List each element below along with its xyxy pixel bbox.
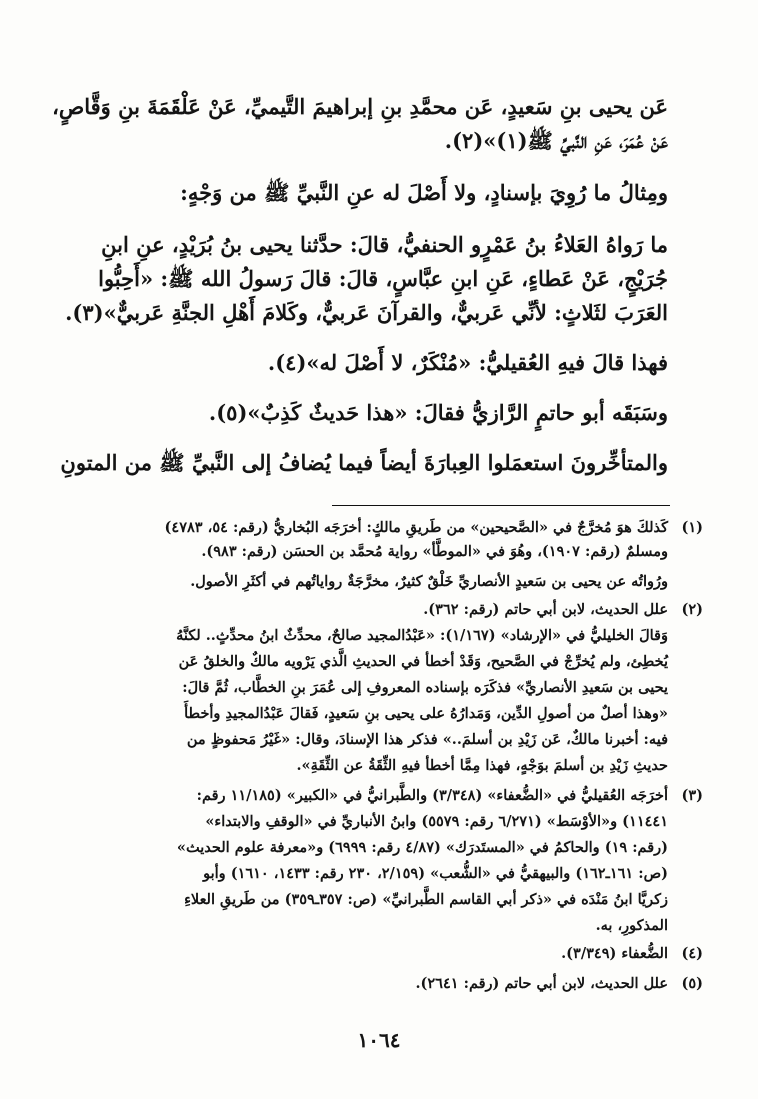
footnote-number: (٤) <box>681 945 703 962</box>
footnote-line: (ص: ١٦١ـ١٦٢) والبيهقيُّ في «الشُّعب» (٢/١٥٩، ٢٣٠ رقم: ١٤٣٣، ١٦١٠) وأبو <box>203 865 668 882</box>
footnote-line: الضُّعفاء (٣/٣٤٩). <box>561 945 668 962</box>
footnote-line: يُخطِئ، ولم يُخرِّجْ في الصَّحيح، وَقَدْ أخطأ في الحديثِ الَّذي يَرْويه مالكٌ والخلقُ عَن <box>178 653 668 670</box>
main-text-line: وسَبَقَه أبو حاتمٍ الرَّازيُّ فقالَ: «هذا حَديثٌ كَذِبٌ»(٥). <box>208 400 668 425</box>
page-number: ١٠٦٤ <box>357 1028 401 1052</box>
footnote-line: حديثِ زَيْدِ بن أسلمَ بوَجْهٍ، فهذا مِمَّا أخطأ فيهِ الثِّقَةُ عن الثِّقَةِ». <box>296 757 668 774</box>
main-text-line: ومِثالُ ما رُوِيَ بإسنادٍ، ولا أَصْلَ له عنِ النَّبيِّ ﷺ من وَجْهٍ: <box>180 180 668 205</box>
footnote-line: ١١٤٤١) و«الأوْسَط» (٦/٢٧١ رقم: ٥٥٧٩) وابنُ الأنباريِّ في «الوقفِ والابتداء» <box>205 813 668 830</box>
footnote-number: (٢) <box>681 601 703 618</box>
footnote-line: فيه: أخبرنا مالكٌ، عَن زَيْدِ بن أسلمَ..» فذكر هذا الإسنادَ، وقال: «غَيْرُ مَحفوظٍ من <box>186 731 668 748</box>
footnote-line: أخرَجَه العُقيليُّ في «الضُّعفاء» (٣/٣٤٨) والطَّبرانيُّ في «الكبير» (١١/١٨٥ رقم: <box>196 787 668 804</box>
main-text-line: العَرَبَ لثَلاثٍ: لأنِّي عَربيٌّ، والقرآنَ عَربيٌّ، وكَلامَ أَهْلِ الجنَّةِ عَربيٌّ»(٣). <box>65 300 668 325</box>
footnote-line: علل الحديث، لابن أبي حاتم (رقم: ٢٦٤١). <box>415 975 668 992</box>
footnote-line: المذكورِ، به. <box>595 917 668 934</box>
footnote-line: وَقالَ الخليليُّ في «الإرشاد» (١/١٦٧): «عَبْدُالمجيد صالحٌ، محدِّثٌ ابنُ محدِّثٍ.. لكنَّهُ <box>176 627 668 644</box>
footnote-number: (٥) <box>681 975 703 992</box>
footnote-line: «وهذا أصلٌ من أصولِ الدِّين، وَمَدارُهُ على يحيى بنِ سَعيدٍ، فَقالَ عَبْدُالمجيدِ وأخطأَ <box>184 705 668 722</box>
main-text-line: عَنْ عُمَرَ، عَنِ النَّبيِّ ﷺ(١)»(٢). <box>444 128 668 153</box>
footnote-line: كَذلكَ هوَ مُخرَّجٌ في «الصَّحيحين» من طَريقِ مالكٍ: أخرَجَه البُخاريُّ (رقم: ٥٤، ٤٧٨٣) <box>164 519 668 536</box>
main-text-line: ما رَواهُ العَلاءُ بنُ عَمْرٍو الحنفيُّ، قالَ: حدَّثنا يحيى بنُ بُرَيْدٍ، عنِ ابنِ <box>101 232 668 257</box>
footnote-line: علل الحديث، لابن أبي حاتم (رقم: ٣٦٢). <box>423 601 668 618</box>
footnote-number: (٣) <box>681 787 703 804</box>
footnote-separator <box>332 505 670 506</box>
footnote-line: ورُواتُه عن يحيى بن سَعيدٍ الأنصاريِّ خَلْقٌ كثيرٌ، مخرَّجَةٌ رواياتُهم في أكثَرِ الأصول. <box>190 573 668 590</box>
main-text-line: فهذا قالَ فيهِ العُقيليُّ: «مُنْكَرٌ، لا أَصْلَ له»(٤). <box>267 350 668 375</box>
footnote-line: يحيى بن سَعيدِ الأنصاريِّ» فذكَرَه بإسناده المعروفِ إلى عُمَرَ بنِ الخطَّاب، ثُمَّ قالَ: <box>182 679 668 696</box>
footnote-line: (رقم: ١٩) والحاكمُ في «المستَدرَك» (٤/٨٧ رقم: ٦٩٩٩) و«معرفة علوم الحديث» <box>176 839 668 856</box>
footnote-line: زكريَّا ابنُ مَنْدَه في «ذكر أبي القاسم الطَّبرانيِّ» (ص: ٣٥٧ـ٣٥٩) من طَريقِ العلاءِ <box>184 891 668 908</box>
main-text-line: عَن يحيى بنِ سَعيدٍ، عَن محمَّدِ بنِ إبراهيمَ التَّيميِّ، عَنْ عَلْقَمَةَ بنِ وَقَّاصٍ، <box>52 94 668 119</box>
footnote-number: (١) <box>681 519 703 536</box>
main-text-line: جُرَيْجٍ، عَنْ عَطاءٍ، عَنِ ابنِ عبَّاسٍ، قالَ: قالَ رَسولُ الله ﷺ: «أَحِبُّوا <box>98 266 668 291</box>
main-text-line: والمتأخِّرونَ استعمَلوا العِبارَةَ أيضاً فيما يُضافُ إلى النَّبيِّ ﷺ من المتونِ <box>60 450 668 475</box>
footnote-line: ومسلمٌ (رقم: ١٩٠٧)، وهُوَ في «الموطَّأ» رواية مُحمَّد بن الحسَن (رقم: ٩٨٣). <box>201 543 668 560</box>
